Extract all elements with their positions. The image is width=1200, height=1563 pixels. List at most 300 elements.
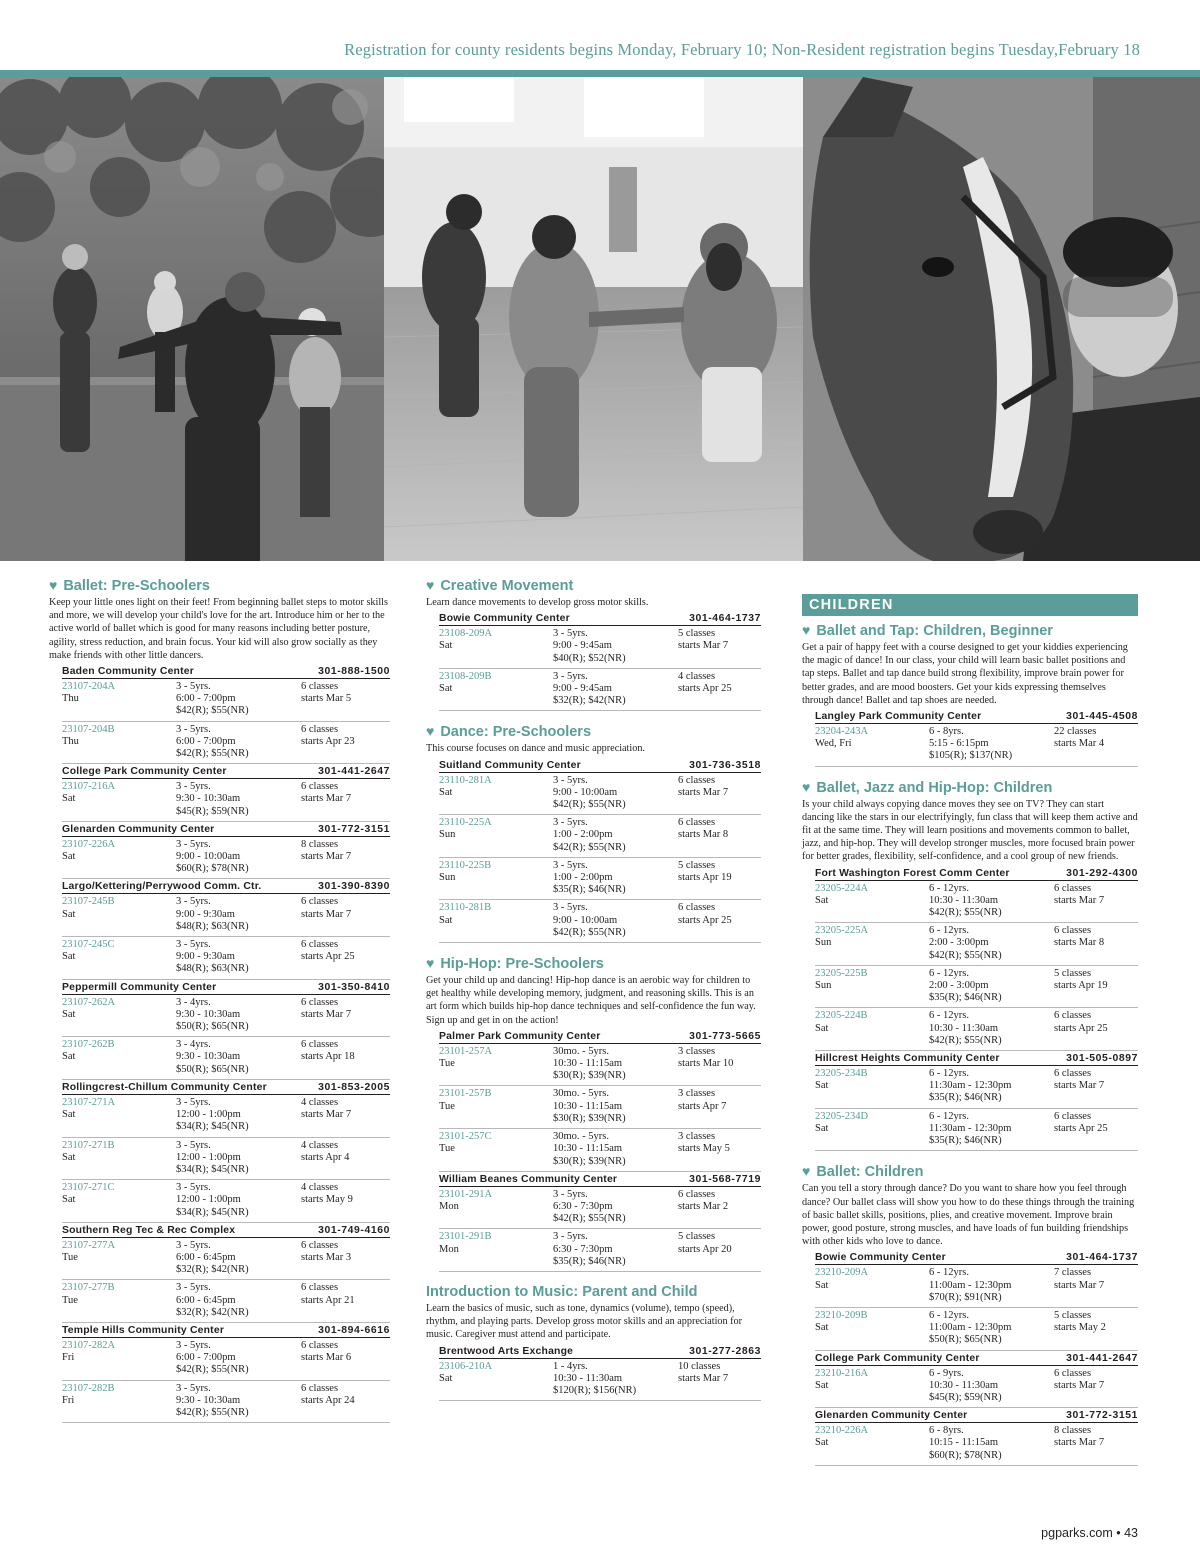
site-url: pgparks.com bbox=[1041, 1526, 1113, 1540]
venue-header bbox=[439, 611, 761, 626]
class-time: 6:00 - 7:00pm bbox=[176, 735, 236, 747]
class-fee: $35(R); $46(NR) bbox=[929, 1135, 1002, 1147]
section-description: Get a pair of happy feet with a course designed to get your kiddies experiencing the magic of dance! In our class, your child will learn basic ballet positions and tap steps. Ballet and tap dance build strong flexibility, improve brain power for better grades, and are mood boosters. Get your kids expressing themselves through dance! Ballet and tap shoes are needed. bbox=[802, 642, 1128, 706]
class-code-cell bbox=[439, 860, 553, 897]
section-description: Learn the basics of music, such as tone, dynamics (volume), tempo (speed), rhythm, and playing parts. Develop gross motor skills and an appreciation for music. Caregiver must attend and participate. bbox=[426, 1302, 743, 1341]
class-detail-cell bbox=[929, 1368, 1054, 1405]
class-time: 9:30 - 10:30am bbox=[176, 1008, 241, 1020]
class-session-cell bbox=[678, 1361, 761, 1398]
class-time: 12:00 - 1:00pm bbox=[176, 1194, 241, 1206]
class-start: starts May 9 bbox=[301, 1194, 353, 1206]
class-session-cell bbox=[301, 1240, 390, 1277]
class-code: 23101-291A bbox=[439, 1188, 493, 1200]
class-row bbox=[439, 773, 761, 816]
class-age: 1 - 4yrs. bbox=[553, 1360, 588, 1372]
class-count: 6 classes bbox=[678, 774, 716, 786]
class-age: 6 - 9yrs. bbox=[929, 1367, 964, 1379]
class-count: 10 classes bbox=[678, 1360, 721, 1372]
class-detail-cell bbox=[553, 1189, 678, 1226]
class-session-cell bbox=[301, 1383, 390, 1420]
class-time: 9:00 - 10:00am bbox=[553, 914, 618, 926]
class-session-cell bbox=[1054, 1368, 1138, 1405]
section-ballet-jazz-hiphop bbox=[802, 779, 1138, 1152]
section-title: ♥ Ballet: Children bbox=[802, 1163, 924, 1181]
class-code: 23107-226A bbox=[62, 838, 116, 850]
class-time: 6:00 - 6:45pm bbox=[176, 1294, 236, 1306]
class-row bbox=[439, 858, 761, 901]
class-code: 23204-243A bbox=[815, 726, 869, 738]
venue-header bbox=[62, 822, 390, 837]
venue-phone: 301-390-8390 bbox=[318, 881, 390, 893]
class-detail-cell bbox=[929, 1310, 1054, 1347]
class-day: Sat bbox=[62, 1008, 76, 1020]
venue-name: College Park Community Center bbox=[62, 766, 227, 778]
class-session-cell bbox=[1054, 1310, 1138, 1347]
class-day: Tue bbox=[62, 1294, 78, 1306]
class-row bbox=[439, 1086, 761, 1129]
class-code-cell bbox=[439, 671, 553, 708]
class-row bbox=[439, 900, 761, 943]
horse-photo bbox=[803, 77, 1200, 561]
class-row bbox=[439, 1187, 761, 1230]
class-age: 3 - 5yrs. bbox=[553, 774, 588, 786]
class-detail-cell bbox=[553, 775, 678, 812]
class-code-cell bbox=[62, 939, 176, 976]
venue-header bbox=[815, 1351, 1138, 1366]
class-code-cell bbox=[62, 896, 176, 933]
class-code: 23107-282A bbox=[62, 1339, 116, 1351]
class-fee: $50(R); $65(NR) bbox=[176, 1021, 249, 1033]
class-row bbox=[62, 894, 390, 937]
section-description: Can you tell a story through dance? Do you want to share how you feel through dance? Our ballet class will show you how to do these things through the training of basic ballet skills, positions, plies, and creative movement. Improve brain power, good posture, strong muscles, and have loads of fun building friendships with other kids who love to dance. bbox=[802, 1183, 1135, 1248]
class-row bbox=[62, 1095, 390, 1138]
class-code: 23101-257A bbox=[439, 1045, 493, 1057]
class-fee: $50(R); $65(NR) bbox=[929, 1334, 1002, 1346]
class-row bbox=[815, 1265, 1138, 1308]
class-row bbox=[815, 966, 1138, 1009]
venue-phone: 301-464-1737 bbox=[1066, 1252, 1138, 1264]
venue-header bbox=[815, 1408, 1138, 1423]
venue-block bbox=[62, 879, 390, 979]
venue-name: Hillcrest Heights Community Center bbox=[815, 1053, 1000, 1065]
class-code: 23107-277B bbox=[62, 1282, 115, 1294]
class-row bbox=[62, 722, 390, 765]
class-age: 3 - 5yrs. bbox=[553, 628, 588, 640]
class-day: Sat bbox=[439, 640, 453, 652]
class-day: Sat bbox=[439, 1372, 453, 1384]
venue-name: Palmer Park Community Center bbox=[439, 1030, 601, 1042]
venue-block bbox=[439, 1029, 761, 1172]
venue-name: Peppermill Community Center bbox=[62, 981, 217, 993]
class-code: 23205-225A bbox=[815, 925, 869, 937]
class-code-cell bbox=[439, 1231, 553, 1268]
class-code-cell bbox=[815, 1368, 929, 1405]
children-banner: CHILDREN bbox=[802, 594, 1138, 616]
class-time: 9:00 - 9:30am bbox=[176, 908, 235, 920]
class-fee: $42(R); $55(NR) bbox=[553, 799, 626, 811]
venue-name: Glenarden Community Center bbox=[815, 1410, 968, 1422]
class-age: 3 - 5yrs. bbox=[176, 1382, 211, 1394]
class-fee: $35(R); $46(NR) bbox=[929, 992, 1002, 1004]
class-row bbox=[439, 626, 761, 669]
class-day: Tue bbox=[62, 1251, 78, 1263]
class-code: 23101-257C bbox=[439, 1131, 492, 1143]
section-title: ♥ Dance: Pre-Schoolers bbox=[426, 723, 592, 741]
venue-phone: 301-772-3151 bbox=[1066, 1410, 1138, 1422]
class-age: 3 - 5yrs. bbox=[176, 681, 211, 693]
class-time: 9:00 - 10:00am bbox=[553, 786, 618, 798]
class-start: starts Mar 7 bbox=[1054, 894, 1105, 906]
tai-chi-photo bbox=[0, 77, 384, 561]
section-title: ♥ Ballet: Pre-Schoolers bbox=[49, 577, 210, 594]
class-session-cell bbox=[301, 1039, 390, 1076]
class-day: Fri bbox=[62, 1352, 75, 1364]
class-detail-cell bbox=[176, 1182, 301, 1219]
class-row bbox=[815, 1366, 1138, 1409]
class-age: 3 - 5yrs. bbox=[176, 781, 211, 793]
class-fee: $45(R); $59(NR) bbox=[929, 1391, 1002, 1403]
class-start: starts Apr 25 bbox=[678, 914, 732, 926]
class-fee: $105(R); $137(NR) bbox=[929, 750, 1013, 762]
class-code-cell bbox=[62, 997, 176, 1034]
class-fee: $42(R); $55(NR) bbox=[929, 1034, 1002, 1046]
class-code-cell bbox=[62, 1097, 176, 1134]
class-code: 23101-257B bbox=[439, 1088, 492, 1100]
class-time: 6:00 - 7:00pm bbox=[176, 1352, 236, 1364]
class-session-cell bbox=[301, 997, 390, 1034]
class-code-cell bbox=[439, 1189, 553, 1226]
class-start: starts Apr 19 bbox=[1054, 980, 1108, 992]
class-count: 6 classes bbox=[1054, 882, 1092, 894]
header-rule bbox=[0, 70, 1200, 77]
class-fee: $30(R); $39(NR) bbox=[553, 1155, 626, 1167]
class-age: 6 - 12yrs. bbox=[929, 1110, 969, 1122]
class-detail-cell bbox=[929, 726, 1054, 763]
class-fee: $34(R); $45(NR) bbox=[176, 1163, 249, 1175]
class-count: 4 classes bbox=[678, 670, 716, 682]
class-session-cell bbox=[678, 1231, 761, 1268]
class-day: Tue bbox=[439, 1143, 455, 1155]
class-age: 3 - 4yrs. bbox=[176, 1039, 211, 1051]
class-fee: $120(R); $156(NR) bbox=[553, 1384, 637, 1396]
class-age: 6 - 12yrs. bbox=[929, 925, 969, 937]
class-fee: $32(R); $42(NR) bbox=[176, 1264, 249, 1276]
photo-strip bbox=[0, 77, 1200, 561]
class-start: starts Apr 25 bbox=[678, 683, 732, 695]
class-detail-cell bbox=[929, 925, 1054, 962]
class-start: starts Apr 25 bbox=[1054, 1122, 1108, 1134]
venue-header bbox=[62, 980, 390, 995]
class-session-cell bbox=[1054, 1068, 1138, 1105]
class-code-cell bbox=[815, 925, 929, 962]
class-age: 3 - 5yrs. bbox=[176, 1339, 211, 1351]
class-row bbox=[815, 881, 1138, 924]
class-code-cell bbox=[439, 1088, 553, 1125]
class-age: 3 - 5yrs. bbox=[176, 723, 211, 735]
class-start: starts Apr 20 bbox=[678, 1243, 732, 1255]
class-count: 8 classes bbox=[301, 838, 339, 850]
venue-phone: 301-445-4508 bbox=[1066, 711, 1138, 723]
class-fee: $42(R); $55(NR) bbox=[553, 1213, 626, 1225]
section-title: ♥ Hip-Hop: Pre-Schoolers bbox=[426, 955, 604, 973]
class-code: 23108-209B bbox=[439, 670, 492, 682]
class-code: 23107-277A bbox=[62, 1239, 116, 1251]
class-row bbox=[62, 837, 390, 880]
class-day: Sun bbox=[815, 980, 832, 992]
venue-block bbox=[815, 1408, 1138, 1466]
class-fee: $35(R); $46(NR) bbox=[553, 1255, 626, 1267]
section-title: ♥ Ballet, Jazz and Hip-Hop: Children bbox=[802, 778, 1053, 796]
venue-name: Suitland Community Center bbox=[439, 759, 581, 771]
class-detail-cell bbox=[553, 902, 678, 939]
class-detail-cell bbox=[553, 1361, 678, 1398]
class-fee: $40(R); $52(NR) bbox=[553, 652, 626, 664]
class-fee: $42(R); $55(NR) bbox=[176, 1406, 249, 1418]
class-fee: $60(R); $78(NR) bbox=[176, 863, 249, 875]
class-count: 5 classes bbox=[678, 628, 716, 640]
class-day: Mon bbox=[439, 1200, 459, 1212]
class-code: 23210-209A bbox=[815, 1267, 869, 1279]
class-fee: $42(R); $55(NR) bbox=[176, 748, 249, 760]
heart-icon: ♥ bbox=[802, 778, 811, 795]
class-day: Sat bbox=[62, 1194, 76, 1206]
class-detail-cell bbox=[553, 1231, 678, 1268]
class-row bbox=[815, 923, 1138, 966]
venue-block bbox=[62, 764, 390, 822]
class-detail-cell bbox=[176, 1140, 301, 1177]
class-age: 3 - 5yrs. bbox=[176, 1182, 211, 1194]
class-session-cell bbox=[1054, 968, 1138, 1005]
venue-phone: 301-888-1500 bbox=[318, 666, 390, 678]
class-start: starts Apr 23 bbox=[301, 735, 355, 747]
class-code-cell bbox=[62, 681, 176, 718]
class-count: 5 classes bbox=[1054, 1309, 1092, 1321]
venue-header bbox=[815, 866, 1138, 881]
class-count: 6 classes bbox=[678, 1188, 716, 1200]
class-session-cell bbox=[1054, 726, 1138, 763]
class-fee: $42(R); $55(NR) bbox=[929, 907, 1002, 919]
class-session-cell bbox=[301, 1282, 390, 1319]
class-time: 10:30 - 11:30am bbox=[929, 894, 999, 906]
class-code-cell bbox=[62, 724, 176, 761]
venue-phone: 301-350-8410 bbox=[318, 981, 390, 993]
class-detail-cell bbox=[176, 1097, 301, 1134]
class-start: starts Apr 24 bbox=[301, 1394, 355, 1406]
class-code-cell bbox=[62, 1340, 176, 1377]
class-time: 10:30 - 11:15am bbox=[553, 1143, 623, 1155]
class-time: 2:00 - 3:00pm bbox=[929, 937, 989, 949]
class-day: Sat bbox=[815, 1122, 829, 1134]
class-time: 1:00 - 2:00pm bbox=[553, 829, 613, 841]
class-code: 23205-225B bbox=[815, 967, 868, 979]
heart-icon: ♥ bbox=[802, 1163, 811, 1180]
venue-header bbox=[439, 758, 761, 773]
class-start: starts Mar 7 bbox=[1054, 1080, 1105, 1092]
class-day: Sun bbox=[815, 937, 832, 949]
class-start: starts Mar 7 bbox=[301, 1109, 352, 1121]
class-age: 30mo. - 5yrs. bbox=[553, 1088, 609, 1100]
class-detail-cell bbox=[176, 1383, 301, 1420]
section-dance-preschoolers bbox=[426, 723, 761, 943]
venue-name: College Park Community Center bbox=[815, 1352, 980, 1364]
class-time: 9:30 - 10:30am bbox=[176, 793, 241, 805]
venue-phone: 301-749-4160 bbox=[318, 1224, 390, 1236]
class-time: 1:00 - 2:00pm bbox=[553, 872, 613, 884]
class-fee: $42(R); $55(NR) bbox=[929, 949, 1002, 961]
class-code-cell bbox=[815, 726, 929, 763]
class-code: 23107-271A bbox=[62, 1096, 116, 1108]
class-session-cell bbox=[301, 724, 390, 761]
heart-icon: ♥ bbox=[426, 577, 435, 593]
class-session-cell bbox=[301, 939, 390, 976]
class-count: 4 classes bbox=[301, 1139, 339, 1151]
class-row bbox=[62, 937, 390, 980]
class-time: 5:15 - 6:15pm bbox=[929, 738, 989, 750]
class-code: 23107-216A bbox=[62, 781, 116, 793]
venue-name: Bowie Community Center bbox=[815, 1252, 946, 1264]
class-session-cell bbox=[301, 781, 390, 818]
class-day: Sat bbox=[815, 1022, 829, 1034]
class-count: 5 classes bbox=[1054, 967, 1092, 979]
venue-phone: 301-292-4300 bbox=[1066, 867, 1138, 879]
class-code-cell bbox=[62, 1383, 176, 1420]
class-time: 9:30 - 10:30am bbox=[176, 1051, 241, 1063]
class-time: 10:15 - 11:15am bbox=[929, 1437, 999, 1449]
class-detail-cell bbox=[929, 1267, 1054, 1304]
class-detail-cell bbox=[553, 671, 678, 708]
class-code-cell bbox=[62, 1240, 176, 1277]
venue-header bbox=[62, 1080, 390, 1095]
class-code-cell bbox=[815, 1010, 929, 1047]
class-start: starts Mar 7 bbox=[301, 1008, 352, 1020]
class-code-cell bbox=[439, 1361, 553, 1398]
section-ballet-children bbox=[802, 1163, 1138, 1465]
class-code: 23205-224B bbox=[815, 1010, 868, 1022]
class-age: 6 - 12yrs. bbox=[929, 1309, 969, 1321]
class-count: 3 classes bbox=[678, 1088, 716, 1100]
class-count: 4 classes bbox=[301, 1182, 339, 1194]
page-footer bbox=[1041, 1526, 1138, 1540]
class-age: 3 - 5yrs. bbox=[176, 838, 211, 850]
class-age: 6 - 12yrs. bbox=[929, 1068, 969, 1080]
class-detail-cell bbox=[929, 1010, 1054, 1047]
class-code-cell bbox=[815, 968, 929, 1005]
class-age: 3 - 5yrs. bbox=[176, 1239, 211, 1251]
venue-name: Baden Community Center bbox=[62, 666, 194, 678]
class-session-cell bbox=[678, 1131, 761, 1168]
class-session-cell bbox=[678, 1189, 761, 1226]
class-count: 22 classes bbox=[1054, 726, 1097, 738]
class-time: 6:30 - 7:30pm bbox=[553, 1243, 613, 1255]
class-row bbox=[439, 1129, 761, 1172]
venue-header bbox=[815, 709, 1138, 724]
class-age: 3 - 5yrs. bbox=[176, 1096, 211, 1108]
venue-block bbox=[815, 709, 1138, 767]
column-1 bbox=[49, 577, 390, 1435]
class-fee: $42(R); $55(NR) bbox=[176, 1364, 249, 1376]
class-row bbox=[62, 1381, 390, 1424]
class-time: 9:30 - 10:30am bbox=[176, 1394, 241, 1406]
class-count: 6 classes bbox=[301, 1339, 339, 1351]
class-code: 23107-271B bbox=[62, 1139, 115, 1151]
class-start: starts Mar 7 bbox=[1054, 1379, 1105, 1391]
class-session-cell bbox=[678, 1046, 761, 1083]
class-day: Sat bbox=[62, 1151, 76, 1163]
class-session-cell bbox=[301, 1140, 390, 1177]
venue-phone: 301-464-1737 bbox=[689, 613, 761, 625]
class-start: starts Apr 21 bbox=[301, 1294, 355, 1306]
class-count: 4 classes bbox=[301, 1096, 339, 1108]
class-count: 6 classes bbox=[301, 681, 339, 693]
venue-name: Glenarden Community Center bbox=[62, 823, 215, 835]
class-start: starts Mar 7 bbox=[678, 640, 729, 652]
class-code: 23107-204B bbox=[62, 723, 115, 735]
class-code-cell bbox=[439, 775, 553, 812]
venue-name: William Beanes Community Center bbox=[439, 1173, 618, 1185]
class-count: 5 classes bbox=[678, 1231, 716, 1243]
class-fee: $60(R); $78(NR) bbox=[929, 1449, 1002, 1461]
class-code: 23205-234B bbox=[815, 1068, 868, 1080]
class-detail-cell bbox=[929, 1111, 1054, 1148]
class-session-cell bbox=[1054, 1010, 1138, 1047]
class-session-cell bbox=[301, 681, 390, 718]
class-code: 23205-234D bbox=[815, 1110, 869, 1122]
class-row bbox=[815, 1008, 1138, 1051]
class-fee: $30(R); $39(NR) bbox=[553, 1112, 626, 1124]
class-day: Sat bbox=[62, 1109, 76, 1121]
class-fee: $32(R); $42(NR) bbox=[553, 695, 626, 707]
venue-phone: 301-773-5665 bbox=[689, 1030, 761, 1042]
venue-block bbox=[439, 1344, 761, 1402]
class-code: 23110-225A bbox=[439, 817, 492, 829]
class-code: 23210-226A bbox=[815, 1425, 869, 1437]
heart-icon: ♥ bbox=[426, 723, 435, 740]
section-title: Introduction to Music: Parent and Child bbox=[426, 1283, 698, 1300]
venue-block bbox=[62, 664, 390, 764]
registration-header: Registration for county residents begins Monday, February 10; Non-Resident registration begins Tuesday,February 18 bbox=[344, 40, 1140, 59]
venue-phone: 301-772-3151 bbox=[318, 823, 390, 835]
class-fee: $70(R); $91(NR) bbox=[929, 1291, 1002, 1303]
class-detail-cell bbox=[176, 896, 301, 933]
class-count: 6 classes bbox=[301, 996, 339, 1008]
class-time: 9:00 - 9:30am bbox=[176, 951, 235, 963]
venue-block bbox=[815, 1250, 1138, 1350]
dance-class-photo bbox=[384, 77, 803, 561]
class-row bbox=[62, 1280, 390, 1323]
class-time: 2:00 - 3:00pm bbox=[929, 980, 989, 992]
venue-phone: 301-277-2863 bbox=[689, 1345, 761, 1357]
class-start: starts Mar 7 bbox=[1054, 1437, 1105, 1449]
class-row bbox=[439, 815, 761, 858]
class-session-cell bbox=[301, 1097, 390, 1134]
class-code-cell bbox=[815, 1111, 929, 1148]
class-fee: $32(R); $42(NR) bbox=[176, 1306, 249, 1318]
venue-block bbox=[815, 866, 1138, 1051]
class-detail-cell bbox=[553, 860, 678, 897]
class-day: Thu bbox=[62, 693, 79, 705]
class-fee: $34(R); $45(NR) bbox=[176, 1121, 249, 1133]
class-code: 23108-209A bbox=[439, 628, 493, 640]
class-start: starts Mar 7 bbox=[1054, 1279, 1105, 1291]
class-day: Sat bbox=[439, 683, 453, 695]
venue-block bbox=[62, 1223, 390, 1323]
venue-phone: 301-441-2647 bbox=[1066, 1352, 1138, 1364]
class-code-cell bbox=[62, 1039, 176, 1076]
section-ballet-preschoolers bbox=[49, 577, 390, 1423]
class-age: 30mo. - 5yrs. bbox=[553, 1045, 609, 1057]
class-day: Sat bbox=[62, 1051, 76, 1063]
class-row bbox=[62, 679, 390, 722]
